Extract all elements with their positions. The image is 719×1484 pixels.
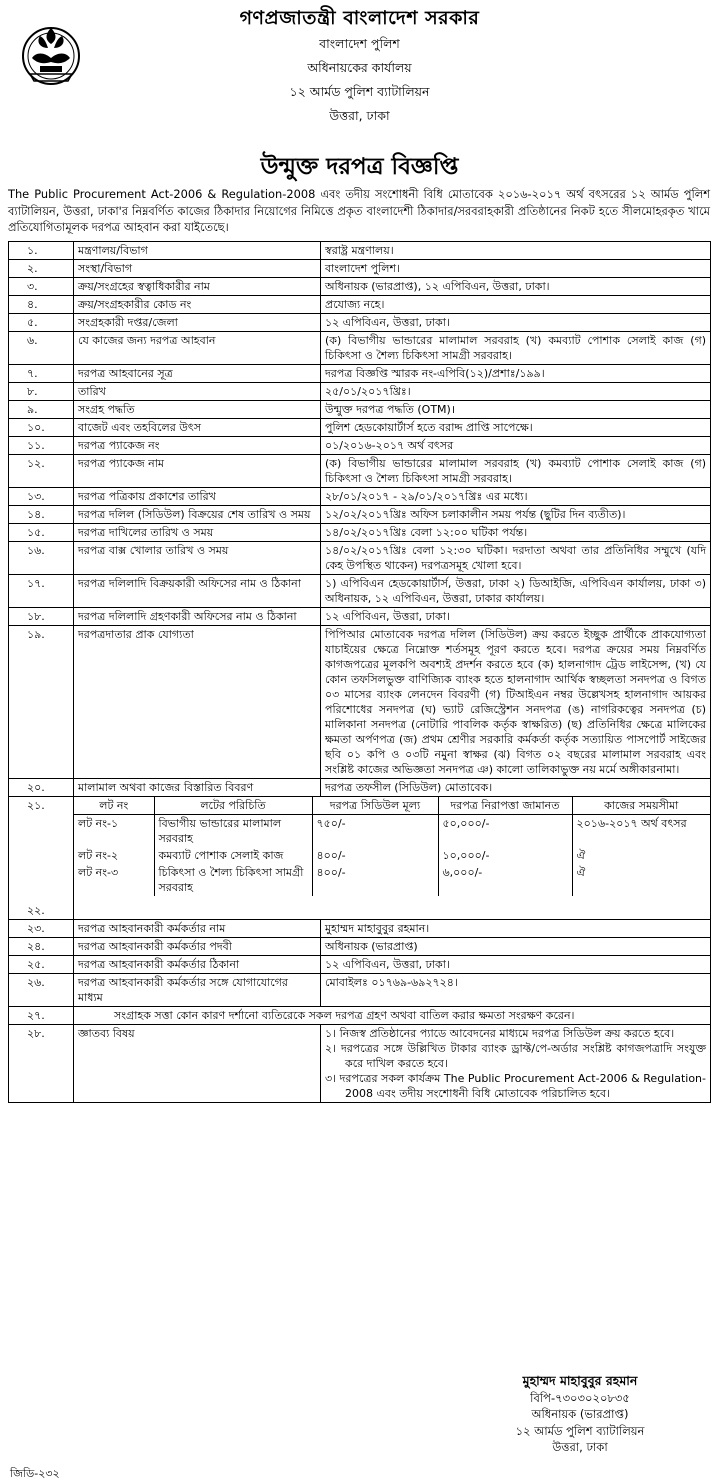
lots-header-row [74,797,710,815]
row-label: ক্রয়/সংগ্রহের স্বত্বাধিকারীর নাম [74,278,321,296]
row-number: ২৩. [9,920,74,938]
lots-header-no: লট নং [74,797,154,815]
row-number: ৮. [9,383,74,401]
row-number: ১১. [9,437,74,455]
row-number: ২৬. [9,974,74,1007]
row-value: ২৮/০১/২০১৭ - ২৯/০১/২০১৭খ্রিঃ এর মধ্যে। [321,488,711,506]
row-value: (ক) বিভাগীয় ভান্ডারের মালামাল সরবরাহ (খ) কমব্যাট পোশাক সেলাই কাজ (গ) চিকিৎসা ও শৈল্য চিকিৎসা সামগ্রী সরবরাহ। [321,332,711,365]
row-label: দরপত্র দলিলাদি গ্রহণকারী অফিসের নাম ও ঠিকানা [74,608,321,626]
row-value: (ক) বিভাগীয় ভান্ডারের মালামাল সরবরাহ (খ) কমব্যাট পোশাক সেলাই কাজ (গ) চিকিৎসা ও শৈল্য চিকিৎসা সামগ্রী সরবরাহ। [321,455,711,488]
lot-price: ৪০০/- [312,864,438,896]
row-number: ১৩. [9,488,74,506]
lot-row [74,864,710,896]
lot-desc: বিভাগীয় ভান্ডারের মালামাল সরবরাহ [154,815,312,848]
row-number: ১৪. [9,506,74,524]
row-label: ক্রয়/সংগ্রহকারীর কোড নং [74,296,321,314]
header [0,0,719,150]
table-row [9,542,711,575]
row-value: দরপত্র বিজ্ঞপ্তি স্মারক নং-এপিবি(১২)/প্রশাঃ/১৯৯। [321,365,711,383]
row-number: ৬. [9,332,74,365]
signatory-place: উত্তরা, ঢাকা [552,1440,608,1454]
notes-list [325,1026,706,1101]
signatory-unit: ১২ আর্মড পুলিশ ব্যাটালিয়ন [515,1423,645,1438]
table-row-28 [9,1025,711,1103]
row-value: ১) এপিবিএন হেডকোয়ার্টার্স, উত্তরা, ঢাকা ২) ডিআইজি, এপিবিএন কার্যালয়, ঢাকা ৩) অধিনায়ক, ১২ এপিবিএন, উত্তরা, ঢাকার কার্যালয়। [321,575,711,608]
row-value: বাংলাদেশ পুলিশ। [321,260,711,278]
table-row [9,242,711,260]
row-number: ২৪. [9,938,74,956]
row-label: জ্ঞাতব্য বিষয় [74,1025,321,1103]
intro-paragraph: The Public Procurement Act-2006 & Regulation-2008 এবং তদীয় সংশোধনী বিধি মোতাবেক ২০১৬-২০১৭ অর্থ বৎসরের ১২ আর্মড পুলিশ ব্যাটালিয়ন, উত্তরা, ঢাকা'র নিম্নবর্ণিত কাজের ঠিকাদার নিয়োগের নিমিত্তে প্রকৃত বাংলাদেশী ঠিকাদার/সরবরাহকারী প্রতিষ্ঠানের নিকট হতে সীলমোহরকৃত খামে প্রতিযোগিতামূলক দরপত্র আহবান করা যাইতেছে। [8,187,710,234]
table-row [9,278,711,296]
row-value: উন্মুক্ত দরপত্র পদ্ধতি (OTM)। [321,401,711,419]
header-line-1: বাংলাদেশ পুলিশ [319,36,400,51]
row-label: বাজেট এবং তহবিলের উৎস [74,419,321,437]
table-row [9,365,711,383]
lots-cell [74,797,711,920]
lot-row [74,847,710,864]
lot-price: ৪০০/- [312,847,438,864]
signatory-designation: অধিনায়ক (ভারপ্রাপ্ত) [531,1407,629,1421]
row-label: সংগ্রহকারী দপ্তর/জেলা [74,314,321,332]
row-label: দরপত্র বাক্স খোলার তারিখ ও সময় [74,542,321,575]
row-value: পিপিআর মোতাবেক দরপত্র দলিল (সিডিউল) ক্রয় করতে ইচ্ছুক প্রার্থীকে প্রাকযোগ্যতা যাচাইয়ের ক্ষেত্রে নিম্নোক্ত শর্তসমূহ পূরণ করতে হবে। দরপত্র ক্রয়ের সময় নিম্নবর্ণিত কাগজপত্রের মূলকপি অবশ্যই প্রদর্শন করতে হবে (ক) হালনাগাদ ট্রেড লাইসেন্স, (খ) যে কোন তফসিলভুক্ত বাণিজ্যিক ব্যাংক হতে হালনাগাদ আর্থিক স্বচ্ছলতা সনদপত্র ও বিগত ০৩ মাসের ব্যাংক লেনদেন বিবরণী (গ) টিআইএন নম্বর উল্লেখসহ হালনাগাদ আয়কর পরিশোধের সনদপত্র (ঘ) ভ্যাট রেজিস্ট্রেশন সনদপত্র (ঙ) নাগরিকত্বের সনদপত্র (চ) মালিকানা সনদপত্র (নোটারি পাবলিক কর্তৃক স্বাক্ষরিত) (ছ) প্রতিনিধির ক্ষেত্রে মালিকের ক্ষমতা অর্পণপত্র (জ) প্রথম শ্রেণীর সরকারি কর্মকর্তা কর্তৃক সত্যায়িত পাসপোর্ট সাইজের ছবি ০১ কপি ও ০৩টি নমুনা স্বাক্ষর (ঝ) বিগত ০২ বছরের মালামাল সরবরাহ এবং সংশ্লিষ্ট কাজের অভিজ্ঞতা সনদপত্র ঞ) কালো তালিকাভুক্ত নয় মর্মে অঙ্গীকারনামা। [321,626,711,779]
lot-security: ৬,০০০/- [438,864,572,896]
lots-table [74,797,710,896]
row-value: ১২ এপিবিএন, উত্তরা, ঢাকা। [321,314,711,332]
row-number: ৫. [9,314,74,332]
note-item: ২। দরপত্রের সঙ্গে উল্লিখিত টাকার ব্যাংক ড্রাফ্ট/পে-অর্ডার সংশ্লিষ্ট কাগজপত্রাদি সংযুক্ত করে দাখিল করতে হবে। [325,1042,706,1070]
table-row [9,488,711,506]
lot-row [74,815,710,848]
row-label: তারিখ [74,383,321,401]
header-line-3: ১২ আর্মড পুলিশ ব্যাটালিয়ন [289,84,430,99]
lot-time: ঐ [572,864,710,896]
row-value: ২৫/০১/২০১৭খ্রিঃ। [321,383,711,401]
row-label: সংস্থা/বিভাগ [74,260,321,278]
row-number: ১০. [9,419,74,437]
row-value: অধিনায়ক (ভারপ্রাপ্ত), ১২ এপিবিএন, উত্তরা, ঢাকা। [321,278,711,296]
lots-header-security: দরপত্র নিরাপত্তা জামানত [438,797,572,815]
row-number: ৪. [9,296,74,314]
row-label: দরপত্র প্যাকেজ নং [74,437,321,455]
row-value: ০১/২০১৬-২০১৭ অর্থ বৎসর [321,437,711,455]
row-label: দরপত্র আহবানকারী কর্মকর্তার নাম [74,920,321,938]
row-number: ৯. [9,401,74,419]
table-row [9,974,711,1007]
lot-desc: চিকিৎসা ও শৈল্য চিকিৎসা সামগ্রী সরবরাহ [154,864,312,896]
row-value: দরপত্র তফসীল (সিডিউল) মোতাবেক। [321,779,711,797]
notes-cell [321,1025,711,1103]
row-value: ১২ এপিবিএন, উত্তরা, ঢাকা। [321,608,711,626]
row-value: ১২ এপিবিএন, উত্তরা, ঢাকা। [321,956,711,974]
row-label: মন্ত্রণালয়/বিভাগ [74,242,321,260]
row-label: দরপত্র আহবানকারী কর্মকর্তার ঠিকানা [74,956,321,974]
lots-number-21: ২১. [27,799,45,812]
header-line-2: অধিনায়কের কার্যালয় [307,60,412,75]
table-row [9,332,711,365]
row-label: দরপত্র আহবানকারী কর্মকর্তার সঙ্গে যোগাযোগের মাধ্যম [74,974,321,1007]
signatory-name: মুহাম্মদ মাহাবুবুর রহমান [522,1373,638,1388]
table-row [9,419,711,437]
row-number [9,797,74,920]
row-number: ৭. [9,365,74,383]
row-number: ১২. [9,455,74,488]
table-row [9,920,711,938]
row-number: ১৫. [9,524,74,542]
signature-block [490,1373,670,1456]
lot-desc: কমব্যাট পোশাক সেলাই কাজ [154,847,312,864]
table-row [9,506,711,524]
row-number: ১৬. [9,542,74,575]
signatory-id: বিপি-৭৩০৩০২০৮৩৫ [530,1390,630,1405]
gd-number: জিডি-২৩২ [10,1467,60,1480]
table-row-27 [9,1007,711,1025]
table-row [9,938,711,956]
table-row [9,314,711,332]
table-row [9,524,711,542]
lots-header-price: দরপত্র সিডিউল মূল্য [312,797,438,815]
row-value: পুলিশ হেডকোয়ার্টার্স হতে বরাদ্দ প্রাপ্তি সাপেক্ষে। [321,419,711,437]
note-item: ৩। দরপত্রের সকল কার্যক্রম The Public Procurement Act-2006 & Regulation-2008 এবং তদীয় সংশোধনী বিধি মোতাবেক পরিচালিত হবে। [325,1072,706,1100]
row-number: ১৭. [9,575,74,608]
row-value: ১৪/০২/২০১৭খ্রিঃ বেলা ১২:৩০ ঘটিকা। দরদাতা অথবা তার প্রতিনিধির সম্মুখে (যদি কেহ উপস্থিত থাকেন) দরপত্রসমূহ খোলা হবে। [321,542,711,575]
table-row [9,608,711,626]
lots-header-time: কাজের সময়সীমা [572,797,710,815]
lot-security: ১০,০০০/- [438,847,572,864]
row-label: দরপত্রদাতার প্রাক যোগ্যতা [74,626,321,779]
row-value: মোবাইলঃ ০১৭৬৯-৬৯২৭২৪। [321,974,711,1007]
table-row [9,575,711,608]
row-label: দরপত্র দলিলাদি বিক্রয়কারী অফিসের নাম ও ঠিকানা [74,575,321,608]
lot-security: ৫০,০০০/- [438,815,572,848]
row-number: ২০. [9,779,74,797]
row-label: দরপত্র দাখিলের তারিখ ও সময় [74,524,321,542]
lots-number-22: ২২. [27,904,45,917]
row-number: ২. [9,260,74,278]
row-number: ১. [9,242,74,260]
lot-no: লট নং-১ [78,817,119,830]
row-label: দরপত্র আহবানের সূত্র [74,365,321,383]
row-value: স্বরাষ্ট্র মন্ত্রণালয়। [321,242,711,260]
table-row [9,260,711,278]
table-row-lots [9,797,711,920]
row-number: ৩. [9,278,74,296]
row-label: দরপত্র আহবানকারী কর্মকর্তার পদবী [74,938,321,956]
lots-header-desc: লটের পরিচিতি [154,797,312,815]
government-name: গণপ্রজাতন্ত্রী বাংলাদেশ সরকার [239,7,480,29]
tender-table [8,241,711,1103]
table-row [9,383,711,401]
row-label: যে কাজের জন্য দরপত্র আহবান [74,332,321,365]
lot-no: লট নং-২ [78,849,119,862]
row-value: ১২/০২/২০১৭খ্রিঃ অফিস চলাকালীন সময় পর্যন্ত (ছুটির দিন ব্যতীত)। [321,506,711,524]
table-row [9,296,711,314]
table-row [9,779,711,797]
lot-time: ঐ [572,847,710,864]
row-label: সংগ্রহ পদ্ধতি [74,401,321,419]
row-label: দরপত্র দলিল (সিডিউল) বিক্রয়ের শেষ তারিখ ও সময় [74,506,321,524]
row-value: প্রযোজ্য নহে। [321,296,711,314]
note-item: ১। নিজস্ব প্রতিষ্ঠানের প্যাডে আবেদনের মাধ্যমে দরপত্র সিডিউল ক্রয় করতে হবে। [325,1027,675,1040]
header-line-4: উত্তরা, ঢাকা [329,108,390,123]
row-27-text: সংগ্রাহক সত্তা কোন কারণ দর্শানো ব্যতিরেকে সকল দরপত্র গ্রহণ অথবা বাতিল করার ক্ষমতা সংরক্ষণ করেন। [74,1007,711,1025]
row-label: মালামাল অথবা কাজের বিস্তারিত বিবরণ [74,779,321,797]
row-value: ১৪/০২/২০১৭খ্রিঃ বেলা ১২:০০ ঘটিকা পর্যন্ত। [321,524,711,542]
lot-price: ৭৫০/- [312,815,438,848]
row-value: অধিনায়ক (ভারপ্রাপ্ত) [321,938,711,956]
lot-no: লট নং-৩ [78,866,119,879]
row-number: ২৫. [9,956,74,974]
table-row [9,956,711,974]
page-title: উন্মুক্ত দরপত্র বিজ্ঞপ্তি [260,154,459,180]
table-row [9,455,711,488]
table-row [9,626,711,779]
table-row [9,401,711,419]
row-label: দরপত্র পত্রিকায় প্রকাশের তারিখ [74,488,321,506]
row-number: ১৯. [9,626,74,779]
lot-time: ২০১৬-২০১৭ অর্থ বৎসর [572,815,710,848]
row-label: দরপত্র প্যাকেজ নাম [74,455,321,488]
row-value: মুহাম্মদ মাহাবুবুর রহমান। [321,920,711,938]
row-number: ১৮. [9,608,74,626]
row-number: ২৮. [9,1025,74,1103]
table-row [9,437,711,455]
row-number: ২৭. [9,1007,74,1025]
